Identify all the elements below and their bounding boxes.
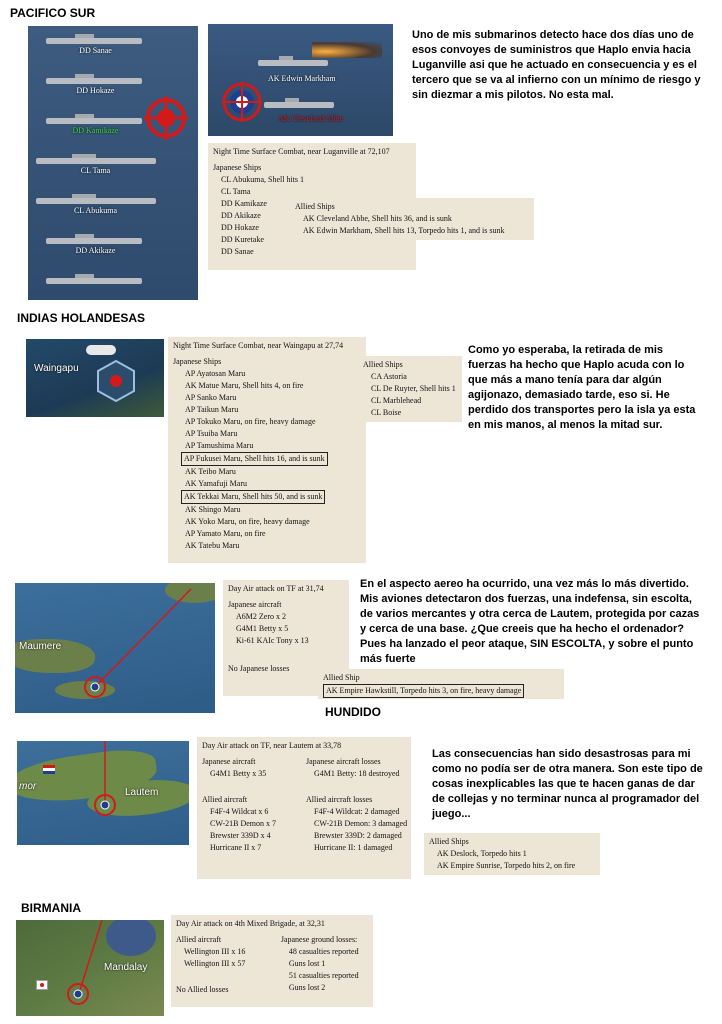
report-line: Ki-61 KAIc Tony x 13 — [236, 636, 309, 645]
map-lautem[interactable] — [17, 741, 189, 845]
report-line: AP Tamushima Maru — [185, 441, 254, 450]
report-header: Allied aircraft losses — [306, 795, 373, 804]
ship-label: CL Tama — [80, 166, 111, 175]
fire-smoke — [312, 42, 382, 58]
report-line: AK Edwin Markham, Shell hits 13, Torpedo hits 1, and is sunk — [303, 226, 505, 235]
report-line: DD Hokaze — [221, 223, 259, 232]
report-line: Guns lost 1 — [288, 959, 326, 968]
report-line: AK Yoko Maru, on fire, heavy damage — [185, 517, 310, 526]
map-label: Waingapu — [34, 363, 79, 374]
report-line: AK Tatebu Maru — [185, 541, 240, 550]
allied-ships-report — [290, 198, 534, 240]
report-line: 51 casualties reported — [288, 971, 359, 980]
report-header: Allied aircraft — [176, 935, 222, 944]
target-icon — [144, 96, 188, 140]
report-title: Night Time Surface Combat, near Luganville at 72,107 — [213, 147, 390, 156]
commentary-pacifico: Uno de mis submarinos detecto hace dos días uno de esos convoyes de suministros que Haplo envia hacia Luganville asi que he actuado en consecuencia y es el tercero que se va al infierno con un mínimo de riesgo y sin diezmar a mis pilotos. No esta mal. — [412, 29, 701, 101]
commentary-lautem: Las consecuencias han sido desastrosas para mi como no podía ser de otra manera. Son este tipo de cosas inexplicables las que te hacen ganas de dar de collejas y no terminar nunca al programador del juego... — [432, 748, 703, 820]
attack-route — [17, 741, 189, 845]
target-label: AK Edwin Markham — [268, 74, 336, 83]
report-line: AK Teibo Maru — [185, 467, 236, 476]
report-title: Day Air attack on 4th Mixed Brigade, at 32,31 — [176, 919, 325, 928]
ship-label: DD Sanae — [79, 46, 112, 55]
report-line: DD Sanae — [221, 247, 254, 256]
report-title: Day Air attack on TF, near Lautem at 33,78 — [202, 741, 342, 750]
sunk-highlight: AK Tekkai Maru, Shell hits 50, and is sunk — [181, 490, 325, 504]
report-header: Japanese aircraft — [202, 757, 256, 766]
air-attack-report-lautem — [197, 737, 411, 879]
report-title: Day Air attack on TF at 31,74 — [228, 584, 324, 593]
report-line: AP Yamato Maru, on fire — [185, 529, 266, 538]
report-line: Wellington III x 16 — [184, 947, 246, 956]
heading-birmania: BIRMANIA — [21, 901, 81, 915]
report-line: Wellington III x 57 — [184, 959, 246, 968]
air-attack-report-birmania — [171, 915, 373, 1007]
report-line: Hurricane II: 1 damaged — [314, 843, 393, 852]
report-line: AK Shingo Maru — [185, 505, 241, 514]
map-label: Mandalay — [104, 962, 148, 973]
report-line: CL Marblehead — [371, 396, 422, 405]
report-line: AP Tokuko Maru, on fire, heavy damage — [185, 417, 316, 426]
report-line: A6M2 Zero x 2 — [236, 612, 286, 621]
commentary-maumere: En el aspecto aereo ha ocurrido, una vez más lo más divertido. Mis aviones detectaron dos fuerzas, una indefensa, sin escolta, de varios mercantes y otra cerca de Lautem, protegida por cazas y cerca de una base. ¿Que creeis que ha hecho el ordenador? Pues ha lanzado el peor ataque, SIN ESCOLTA, y sobre el punto más fuerte — [360, 578, 700, 665]
allied-ships-report — [358, 356, 462, 422]
report-line-sunk — [173, 490, 361, 504]
report-line: CL Boise — [371, 408, 402, 417]
report-line: 48 casualties reported — [288, 947, 359, 956]
report-line: AK Cleveland Abbe, Shell hits 36, and is sunk — [303, 214, 452, 223]
report-line: AK Deslock, Torpedo hits 1 — [437, 849, 527, 858]
allied-ship-report — [318, 669, 564, 699]
report-line: G4M1 Betty x 5 — [236, 624, 289, 633]
sunk-caption: HUNDIDO — [325, 705, 381, 719]
report-line: F4F-4 Wildcat: 2 damaged — [314, 807, 400, 816]
report-line: CL Abukuma, Shell hits 1 — [221, 175, 305, 184]
report-header: Allied Ship — [323, 673, 360, 682]
report-header: Japanese ground losses: — [280, 935, 358, 944]
heading-indias: INDIAS HOLANDESAS — [17, 311, 146, 325]
report-losses: No Allied losses — [176, 985, 229, 994]
report-line-sunk — [173, 452, 361, 466]
report-header: Allied Ships — [363, 360, 403, 369]
report-header: Japanese aircraft — [228, 600, 282, 609]
target-label: AK Cleveland Abbe — [278, 114, 343, 123]
report-header: Allied Ships — [429, 837, 469, 846]
report-line: AP Taikun Maru — [185, 405, 239, 414]
report-losses: No Japanese losses — [228, 664, 290, 673]
ship-list-panel[interactable] — [28, 26, 198, 300]
report-line: Guns lost 2 — [288, 983, 326, 992]
ship-label: DD Akikaze — [75, 246, 116, 255]
attack-route — [16, 920, 164, 1016]
report-line: CA Astoria — [371, 372, 407, 381]
report-line: Brewster 339D: 2 damaged — [314, 831, 402, 840]
report-line: Hurricane II x 7 — [210, 843, 262, 852]
hex-base-icon — [94, 359, 138, 403]
heading-pacifico-sur: PACIFICO SUR — [10, 6, 96, 20]
report-line: G4M1 Betty x 35 — [210, 769, 267, 778]
report-header: Japanese aircraft losses — [306, 757, 381, 766]
map-label: Maumere — [19, 641, 62, 652]
report-line: DD Kamikaze — [221, 199, 267, 208]
sunk-highlight: AK Empire Hawkstill, Torpedo hits 3, on fire, heavy damage — [323, 684, 524, 698]
report-line: Brewster 339D x 4 — [210, 831, 271, 840]
report-line: F4F-4 Wildcat x 6 — [210, 807, 269, 816]
allied-ships-report — [424, 833, 600, 875]
commentary-indias: Como yo esperaba, la retirada de mis fuerzas ha hecho que Haplo acuda con lo que más a mano tenía para dar algún agijonazo, demasiado tarde, eso si. He perdido dos transportes pero la isla ya esta en mis manos, al menos la mitad sur. — [468, 344, 696, 431]
map-label: Lautem — [125, 787, 159, 798]
report-header: Allied aircraft — [202, 795, 248, 804]
ship-label: DD Hokaze — [76, 86, 115, 95]
report-header: Japanese Ships — [173, 357, 222, 366]
report-line: DD Kuretake — [221, 235, 264, 244]
report-line: AK Yamafuji Maru — [185, 479, 247, 488]
report-line: AP Tsuiba Maru — [185, 429, 238, 438]
map-mandalay[interactable] — [16, 920, 164, 1016]
map-waingapu[interactable] — [26, 339, 164, 417]
report-line: AK Empire Sunrise, Torpedo hits 2, on fire — [437, 861, 576, 870]
report-line: CL Tama — [221, 187, 251, 196]
report-title: Night Time Surface Combat, near Waingapu at 27,74 — [173, 341, 344, 350]
ship-label-selected: DD Kamikaze — [72, 126, 119, 135]
sunk-highlight: AP Fukusei Maru, Shell hits 16, and is sunk — [181, 452, 328, 466]
report-header: Japanese Ships — [213, 163, 262, 172]
report-line: AP Ayatosan Maru — [185, 369, 246, 378]
report-line: CL De Ruyter, Shell hits 1 — [371, 384, 456, 393]
map-maumere[interactable] — [15, 583, 215, 713]
ship-label: CL Abukuma — [73, 206, 118, 215]
allied-roundel-icon — [222, 82, 262, 122]
combat-report-waingapu — [168, 337, 366, 563]
report-header: Allied Ships — [295, 202, 335, 211]
map-label: mor — [19, 781, 37, 792]
report-line: DD Akikaze — [221, 211, 261, 220]
report-line: AK Matue Maru, Shell hits 4, on fire — [185, 381, 304, 390]
report-line: G4M1 Betty: 18 destroyed — [314, 769, 400, 778]
report-line: CW-21B Demon x 7 — [210, 819, 276, 828]
attack-route — [15, 583, 215, 713]
combat-image — [208, 24, 393, 136]
report-line: AP Sanko Maru — [185, 393, 237, 402]
report-line: CW-21B Demon: 3 damaged — [314, 819, 408, 828]
